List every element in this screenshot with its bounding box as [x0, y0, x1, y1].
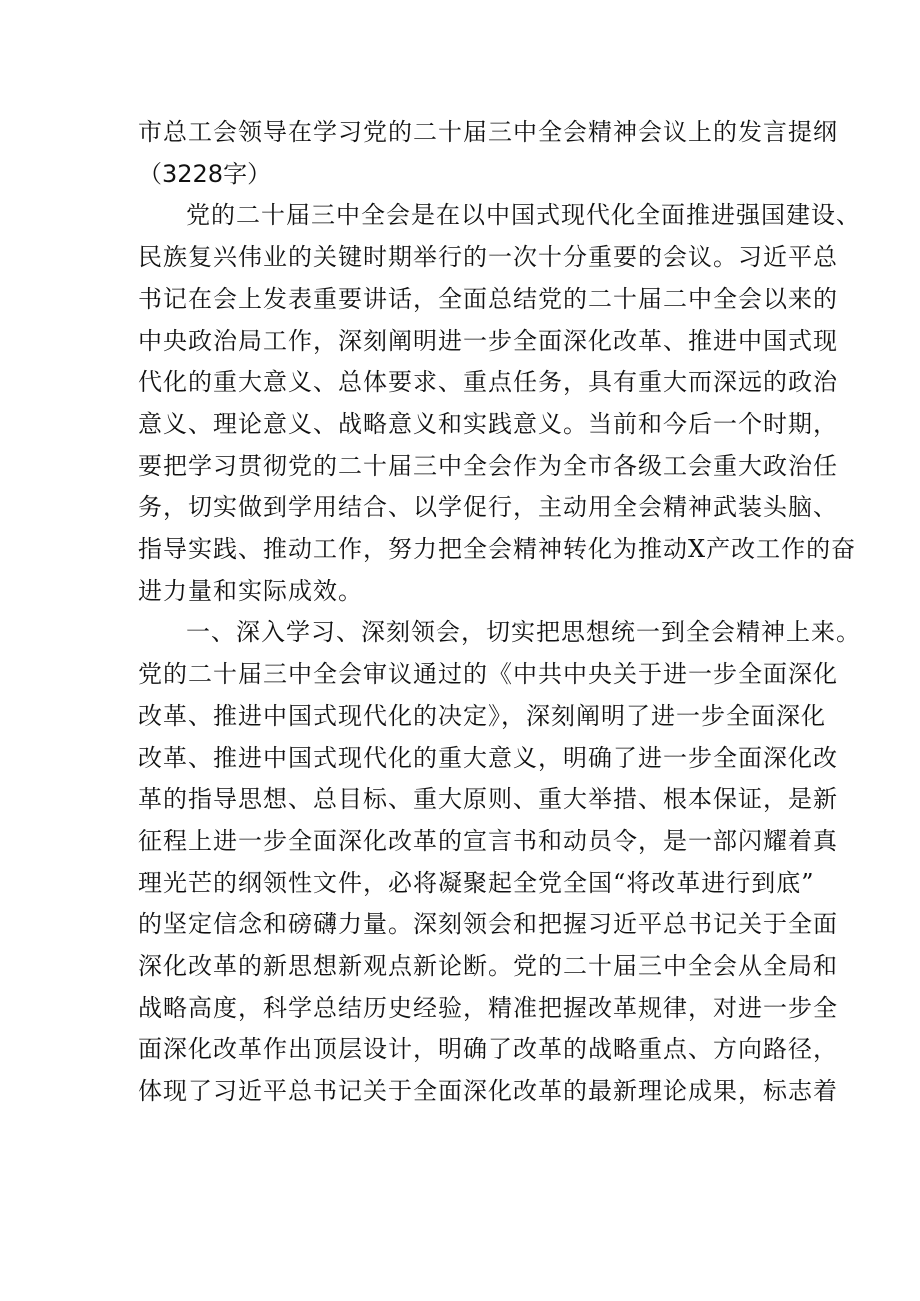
paragraph-line: 理光芒的纲领性文件，必将凝聚起全党全国“将改革进行到底” [138, 868, 815, 897]
paragraph-line: 面深化改革作出顶层设计，明确了改革的战略重点、方向路径， [138, 1035, 838, 1064]
paragraph-section-one [138, 612, 861, 1112]
paragraph-line: 中央政治局工作，深刻阐明进一步全面深化改革、推进中国式现 [138, 326, 838, 355]
paragraph-line: 书记在会上发表重要讲话，全面总结党的二十届二中全会以来的 [138, 284, 838, 313]
paragraph-line: 党的二十届三中全会审议通过的《中共中央关于进一步全面深化 [138, 660, 838, 689]
paragraph-line: 要把学习贯彻党的二十届三中全会作为全市各级工会重大政治任 [138, 451, 838, 480]
document-body [138, 112, 861, 1113]
paragraph-line: 进力量和实际成效。 [138, 576, 363, 605]
document-title [138, 112, 838, 195]
paragraph-line: 体现了习近平总书记关于全面深化改革的最新理论成果，标志着 [138, 1077, 838, 1106]
paragraph-line: 征程上进一步全面深化改革的宣言书和动员令，是一部闪耀着真 [138, 826, 838, 855]
paragraph-line: 党的二十届三中全会是在以中国式现代化全面推进强国建设、 [186, 201, 861, 230]
paragraph-line: 意义、理论意义、战略意义和实践意义。当前和今后一个时期， [138, 409, 838, 438]
paragraph-line: 的坚定信念和磅礴力量。深刻领会和把握习近平总书记关于全面 [138, 910, 838, 939]
paragraph-line: 改革、推进中国式现代化的重大意义，明确了进一步全面深化改 [138, 743, 838, 772]
paragraph-line: 代化的重大意义、总体要求、重点任务，具有重大而深远的政治 [138, 368, 838, 397]
paragraph-line: 民族复兴伟业的关键时期举行的一次十分重要的会议。习近平总 [138, 243, 838, 272]
paragraph-line: 战略高度，科学总结历史经验，精准把握改革规律，对进一步全 [138, 993, 838, 1022]
paragraph-line: 改革、推进中国式现代化的决定》，深刻阐明了进一步全面深化 [138, 701, 826, 730]
paragraph-line: 深化改革的新思想新观点新论断。党的二十届三中全会从全局和 [138, 952, 838, 981]
paragraph-line: 指导实践、推动工作，努力把全会精神转化为推动X产改工作的奋 [138, 535, 857, 564]
title-word-count: （3228字） [138, 159, 272, 188]
paragraph-line: 务，切实做到学用结合、以学促行，主动用全会精神武装头脑、 [138, 493, 838, 522]
section-heading-line: 一、深入学习、深刻领会，切实把思想统一到全会精神上来。 [186, 618, 861, 647]
paragraph-intro [138, 195, 861, 612]
title-line: 市总工会领导在学习党的二十届三中全会精神会议上的发言提纲 [138, 118, 838, 146]
paragraph-line: 革的指导思想、总目标、重大原则、重大举措、根本保证，是新 [138, 785, 838, 814]
